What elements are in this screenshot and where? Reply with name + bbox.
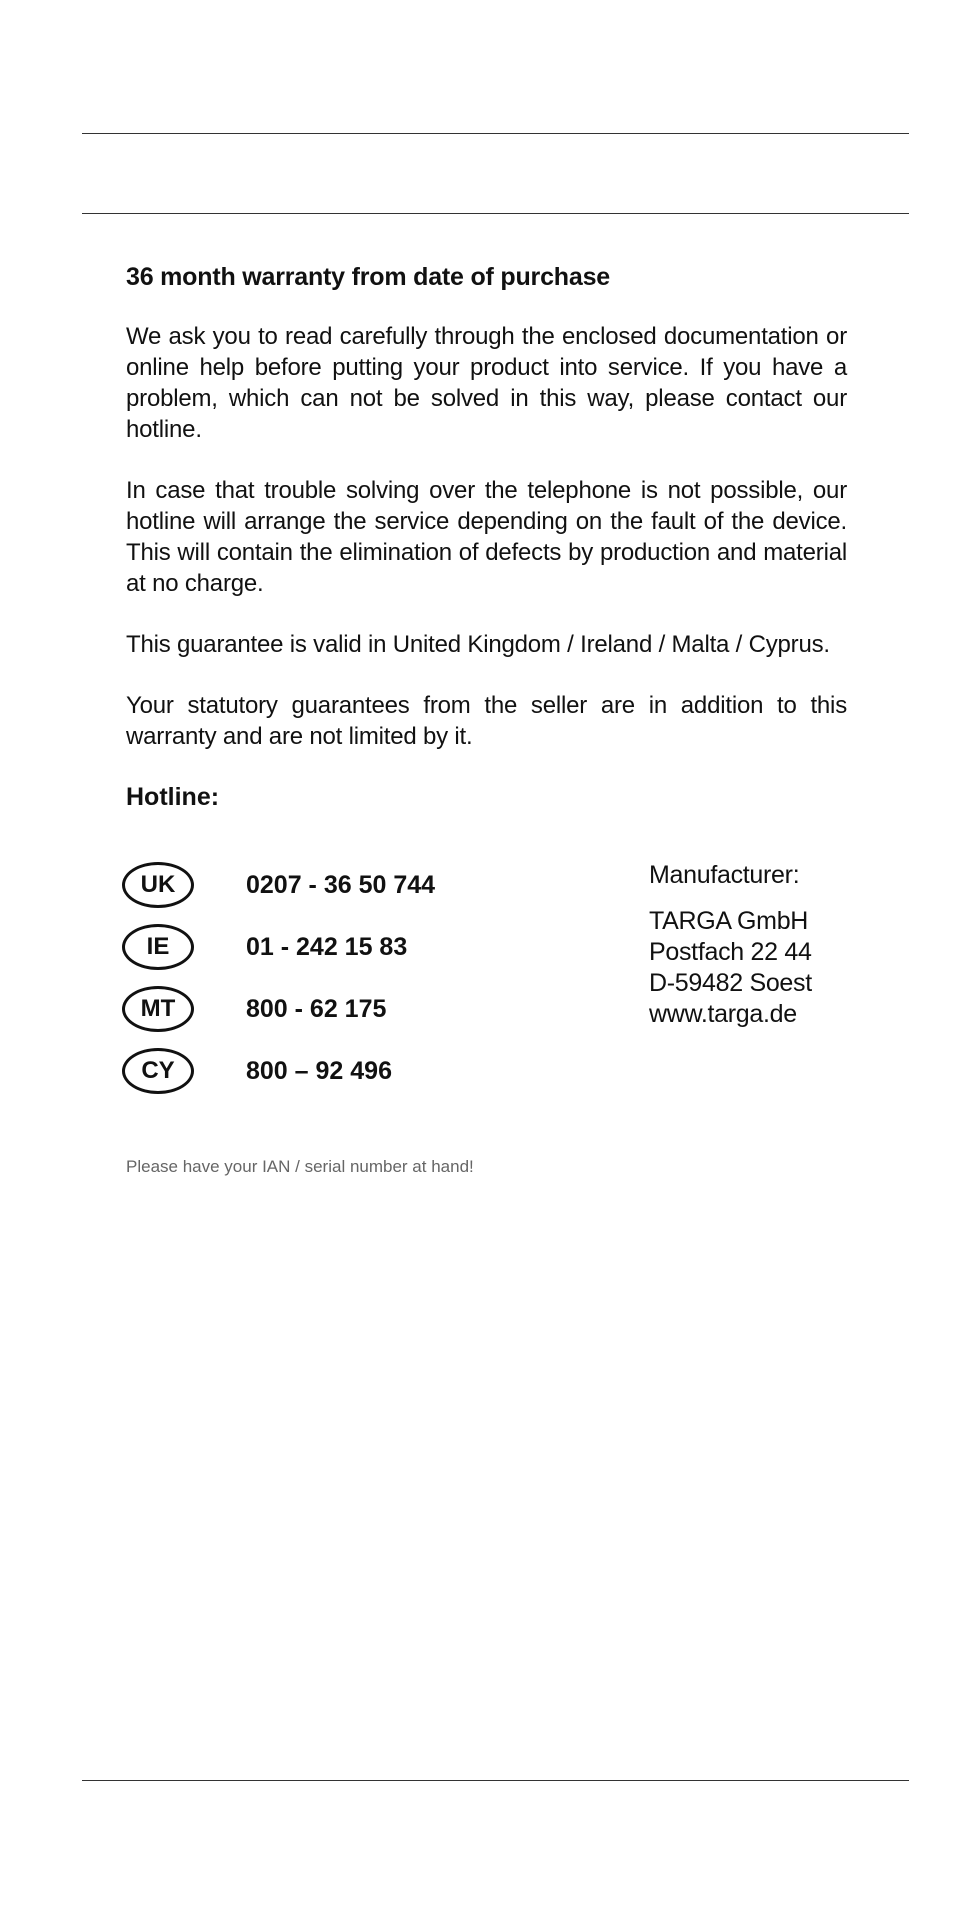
warranty-paragraph-2: In case that trouble solving over the telephone is not possible, our hotline will arrange the service depending on the fault of the device. This will contain the elimination of defects by production and material at no charge.: [126, 477, 847, 597]
country-badge-cy: CY: [122, 1048, 194, 1094]
hotline-phone-ie: 01 - 242 15 83: [246, 933, 408, 961]
hotline-row-mt: [122, 986, 462, 1048]
hotline-phone-cy: 800 – 92 496: [246, 1057, 392, 1085]
hotline-row-uk: [122, 862, 462, 924]
country-badge-uk: UK: [122, 862, 194, 908]
hotline-list: [122, 862, 462, 1110]
hotline-row-cy: [122, 1048, 462, 1110]
manufacturer-block: [649, 860, 889, 1030]
header-rule-bottom: [82, 213, 909, 214]
footer-rule: [82, 1780, 909, 1781]
warranty-section: [126, 262, 847, 813]
manufacturer-city: D-59482 Soest: [649, 969, 812, 997]
serial-number-note: Please have your IAN / serial number at hand!: [126, 1157, 474, 1176]
manufacturer-name: TARGA GmbH: [649, 907, 809, 935]
hotline-label: Hotline:: [126, 783, 220, 811]
manufacturer-label: Manufacturer:: [649, 861, 800, 889]
hotline-phone-mt: 800 - 62 175: [246, 995, 387, 1023]
warranty-paragraph-1: We ask you to read carefully through the enclosed documentation or online help before putting your product into service. If you have a problem, which can not be solved in this way, please contact our hotline.: [126, 323, 847, 443]
header-rule-top: [82, 133, 909, 134]
country-badge-mt: MT: [122, 986, 194, 1032]
manufacturer-website: www.targa.de: [649, 1000, 797, 1028]
warranty-paragraph-4: Your statutory guarantees from the seller are in addition to this warranty and are not limited by it.: [126, 692, 847, 750]
hotline-row-ie: [122, 924, 462, 986]
hotline-phone-uk: 0207 - 36 50 744: [246, 871, 436, 899]
warranty-paragraph-3: This guarantee is valid in United Kingdom / Ireland / Malta / Cyprus.: [126, 631, 830, 658]
warranty-title: 36 month warranty from date of purchase: [126, 263, 610, 291]
country-badge-ie: IE: [122, 924, 194, 970]
manufacturer-po-box: Postfach 22 44: [649, 938, 812, 966]
